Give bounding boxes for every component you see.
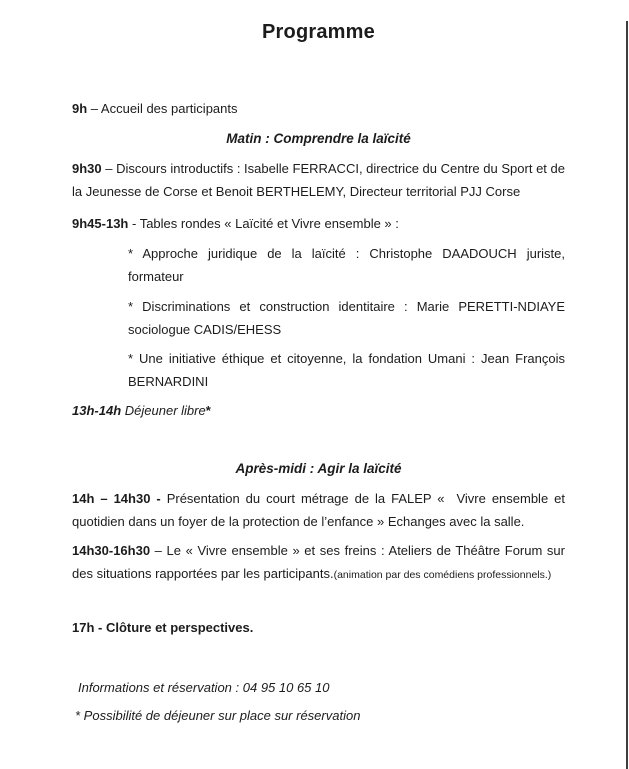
section-heading-afternoon: Après-midi : Agir la laïcité (235, 461, 402, 476)
page-title: Programme (262, 21, 375, 43)
footer-lunch-note: * Possibilité de déjeuner sur place sur réservation (75, 708, 361, 723)
bullet-marker: * (128, 246, 134, 261)
bullet-text: Approche juridique de la laïcité : Christophe DAADOUCH juriste, formateur (128, 246, 565, 284)
time-label: 14h30-16h30 (72, 543, 151, 558)
bullet-item-umani (128, 347, 565, 393)
document-page (0, 21, 629, 769)
bullet-text: Discriminations et construction identitaire : Marie PERETTI-NDIAYE sociologue CADIS/EHESS (128, 299, 565, 337)
bullet-item-juridique (128, 242, 565, 288)
schedule-item-14h (72, 487, 565, 533)
section-heading-morning: Matin : Comprendre la laïcité (226, 131, 411, 146)
item-text: Le « Vivre ensemble » et ses freins : Ateliers de Théâtre Forum sur des situations rapportées par les participants. (72, 543, 565, 581)
time-label: 9h30 (72, 161, 102, 176)
item-text: Présentation du court métrage de la FALEP « Vivre ensemble et quotidien dans un foyer de la protection de l’enfance » Echanges avec la salle. (72, 491, 565, 529)
bullet-marker: * (128, 351, 134, 366)
schedule-item-14h30 (72, 539, 565, 587)
bullet-item-discriminations (128, 295, 565, 341)
footer-reservation-info: Informations et réservation : 04 95 10 65 10 (78, 680, 330, 695)
time-label: 9h45-13h (72, 216, 129, 231)
schedule-item-17h: 17h - Clôture et perspectives. (72, 620, 254, 635)
schedule-item-9h45 (72, 212, 565, 235)
item-note: (animation par des comédiens professionnels.) (333, 569, 552, 581)
time-label: 14h – 14h30 - (72, 491, 161, 506)
item-text: Déjeuner libre (124, 403, 206, 418)
separator: – (101, 161, 117, 176)
item-text: Discours introductifs : Isabelle FERRACCI, directrice du Centre du Sport et de la Jeunesse de Corse et Benoit BERTHELEMY, Directeur territorial PJJ Corse (72, 161, 565, 199)
footnote-asterisk: * (205, 403, 211, 418)
separator: - (128, 216, 140, 231)
separator: – (150, 543, 167, 558)
schedule-item-9h30 (72, 157, 565, 203)
bullet-text: Une initiative éthique et citoyenne, la fondation Umani : Jean François BERNARDINI (128, 351, 565, 389)
time-label: 9h (72, 101, 88, 116)
separator: – (87, 101, 101, 116)
item-text: Accueil des participants (100, 101, 238, 116)
schedule-item-9h (72, 97, 565, 120)
page-edge-line (626, 21, 628, 769)
item-text: Tables rondes « Laïcité et Vivre ensemble » : (139, 216, 399, 231)
time-label: 13h-14h (72, 403, 122, 418)
bullet-marker: * (128, 299, 134, 314)
schedule-item-lunch (72, 399, 565, 422)
